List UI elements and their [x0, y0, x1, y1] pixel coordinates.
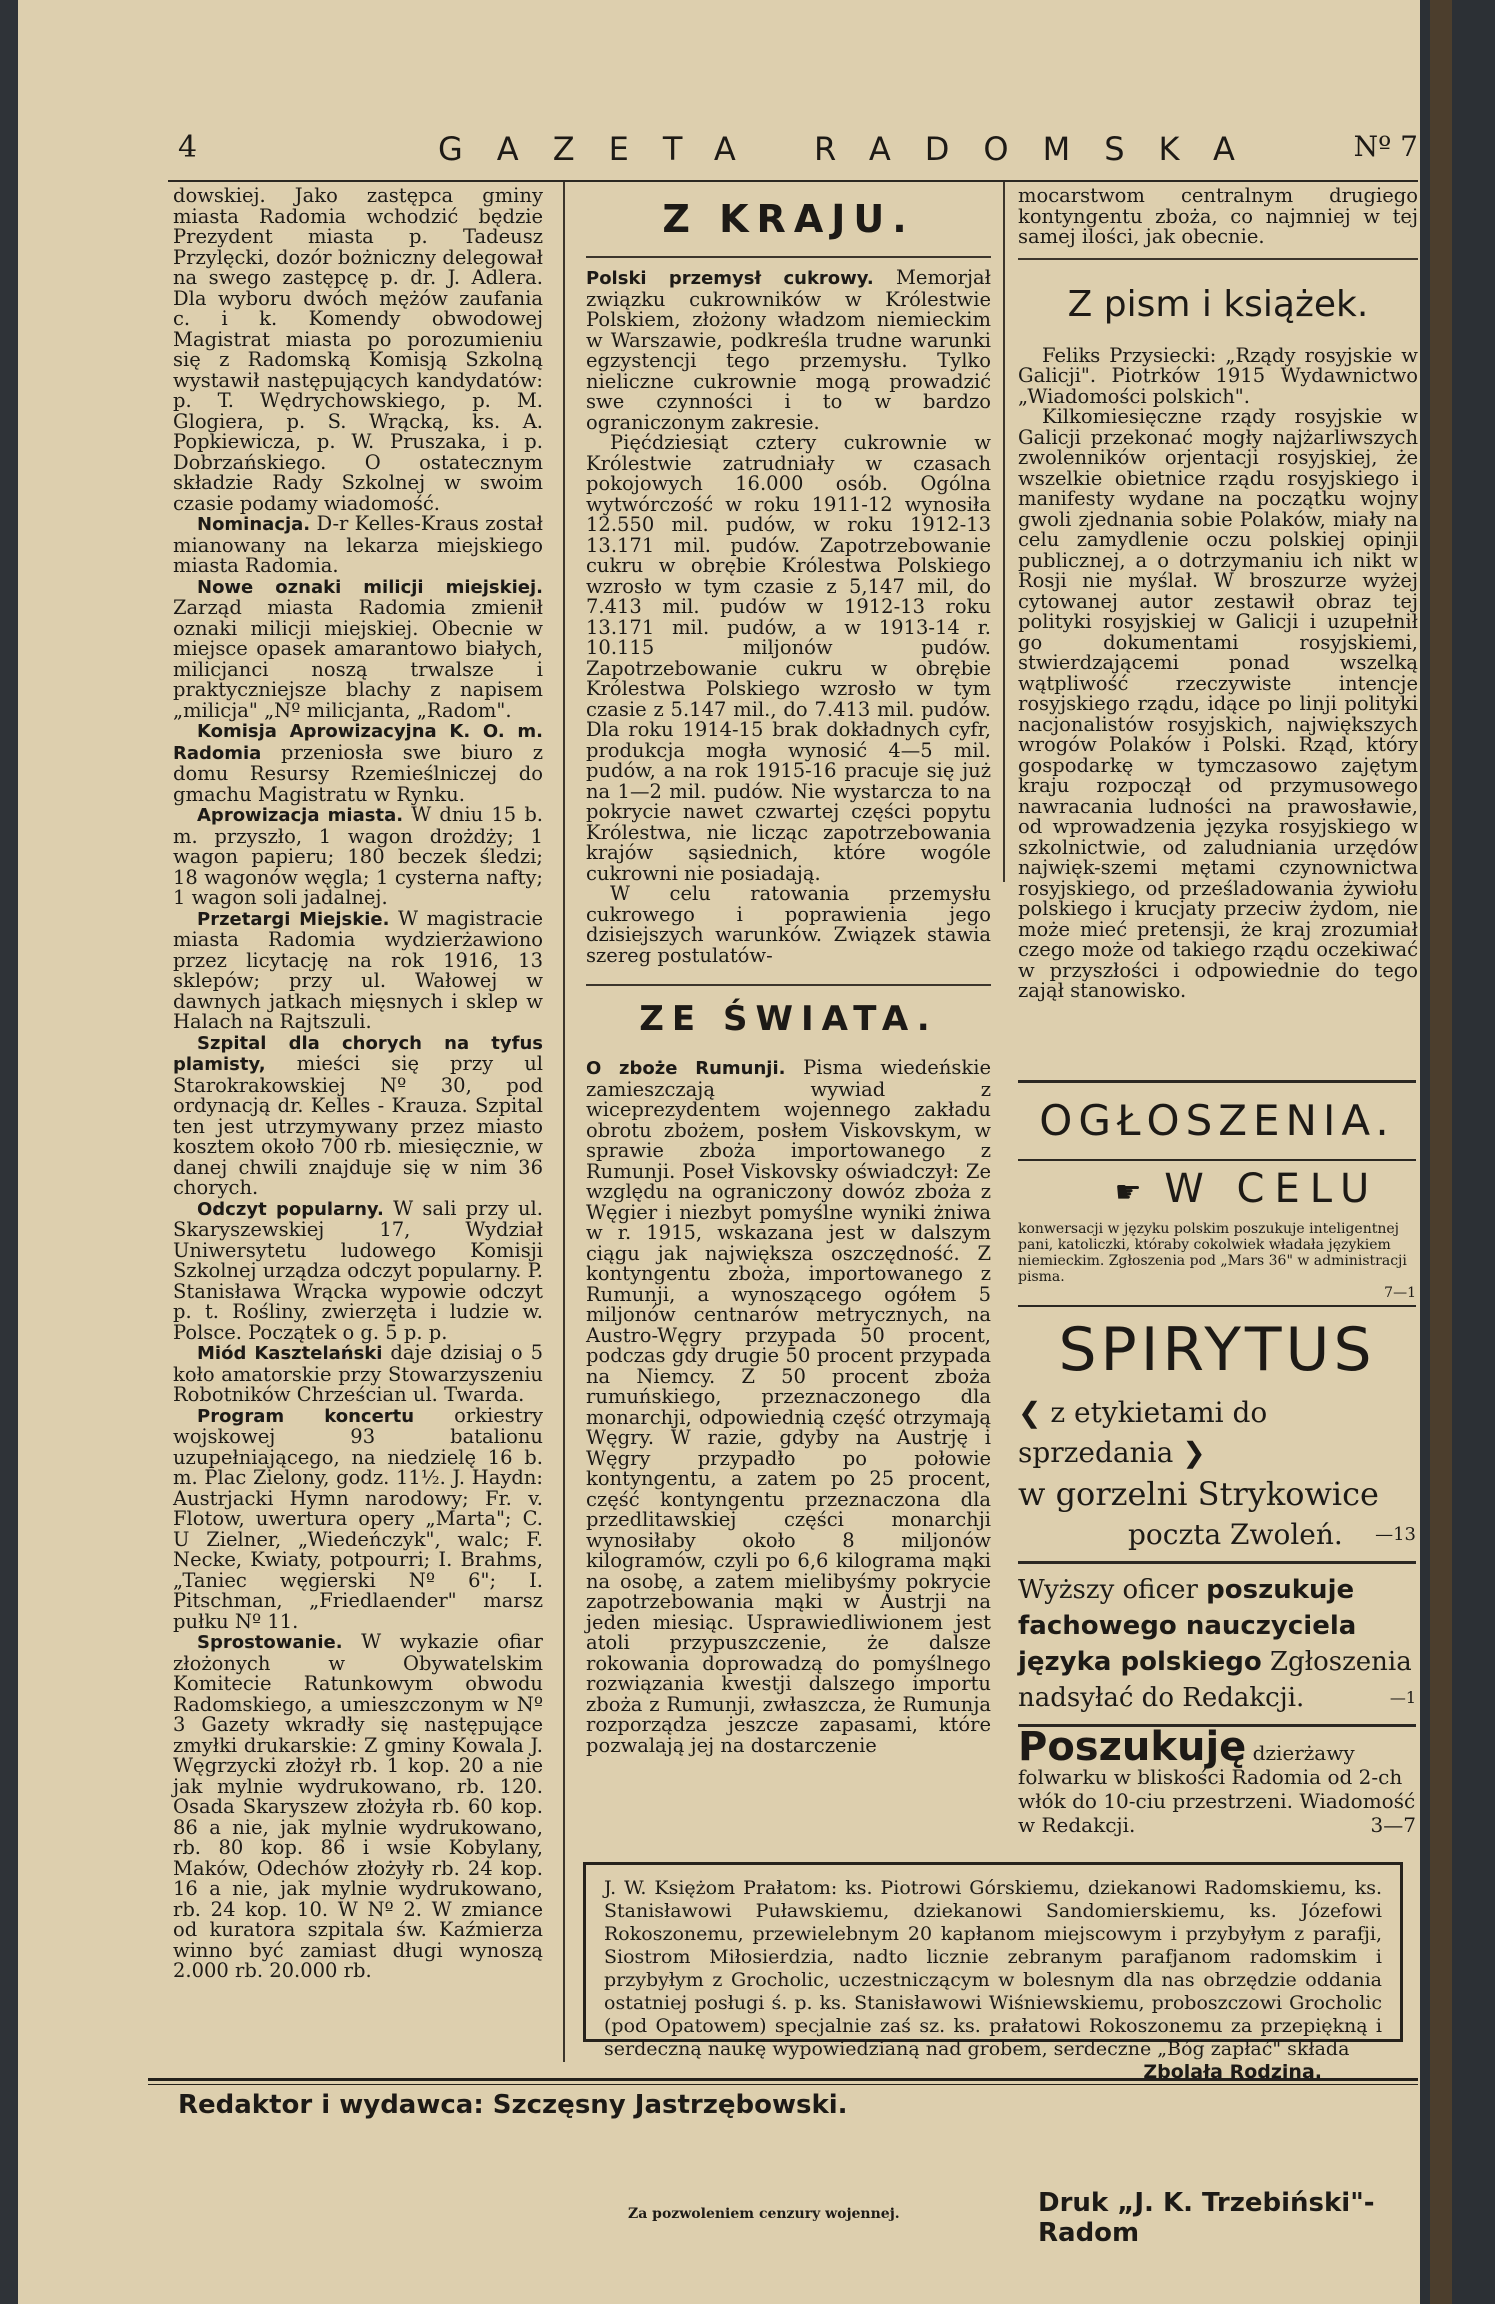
column-divider: [1003, 182, 1005, 882]
article-heading: Miód Kasztelański: [197, 1343, 383, 1364]
article-romanian-grain: [586, 1058, 991, 1756]
article-text: przeniosła swe biuro z domu Resursy Rzemieślniczej do gmachu Magistratu w Rynku.: [173, 740, 543, 806]
column-divider: [563, 182, 565, 2062]
binding-strip: [1430, 0, 1452, 2304]
section-rule: [586, 256, 991, 258]
article-item: [173, 906, 543, 1033]
article-heading: Sprostowanie.: [197, 1632, 343, 1653]
column-local-news: [173, 186, 543, 2086]
article-heading: Odczyt popularny.: [197, 1198, 384, 1220]
ad-celu-text: konwersacji w języku polskim poszukuje inteligentnej pani, katoliczki, któraby cokolwiek władała językiem niemieckim. Zgłoszenia pod „Mars 36" w administracji pisma.: [1018, 1221, 1407, 1285]
column-books: [1018, 186, 1418, 1002]
ads-title: OGŁOSZENIA.: [1039, 1096, 1395, 1145]
article-item: [173, 1632, 543, 1982]
article-text: orkiestry wojskowej 93 batalionu uzupełniającego, na niedzielę 16 b. m. Plac Zielony, godz. 11½. J. Haydn: Austrjacki Hymn narodowy; Fr. v. Flotow, uwertura opery „Marta"; C. U Zielner, „Wiedeńczyk", walc; F. Necke, Kwiaty, potpourri; I. Brahms, „Taniec węgierski Nº 6"; I. Pitschman, „Friedlaender" marsz pułku Nº 11.: [173, 1403, 543, 1633]
article-heading: Aprowizacja miasta.: [197, 805, 404, 826]
book-citation: Feliks Przysiecki: „Rządy rosyjskie w Galicji". Piotrków 1915 Wydawnictwo „Wiadomości polskich".: [1018, 343, 1418, 408]
article-text: W magistracie miasta Radomia wydzierżawiono przez licytację na rok 1916, 13 sklepów; przy ul. Wałowej w dawnych jatkach mięsnych i sklep w Halach na Rajtszuli.: [173, 906, 543, 1033]
ad-oficer: Wyższy oficer poszukuje fachowego nauczyciela języka polskiego Zgłoszenia nadsyłać do Redakcji. —1: [1018, 1575, 1416, 1713]
header-rule: [168, 180, 1418, 182]
article-item: [173, 577, 543, 722]
article-paragraph: Pięćdziesiąt cztery cukrownie w Królestwie zatrudniały w czasach pokojowych 16.000 osób. Ogólna wytwórczość w roku 1911-12 wynosiła 12.550 mil. pudów, w roku 1912-13 13.171 mil. pudów. Zapotrzebowanie cukru w obrębie Królestwa Polskiego wzrosło w tym czasie z 5,147 mil, do 7.413 mil. pudów w 1912-13 roku 13.171 mil. pudów, a w 1913-14 r. 10.115 miljonów pudów. Zapotrzebowanie cukru w obrębie Królestwa Polskiego wzrosło w tym czasie z 5.147 mil., do 7.413 mil. pudów. Dla roku 1914-15 brak dokładnych cyfr, produkcja mogła wynosić 4—5 mil. pudów, a na rok 1915-16 pracuje się już na 1—2 mil. pudów. Nie wystarcza to na pokrycie nawet czwartej części popytu Królestwa, nie licząc zapotrzebowania krajów sąsiednich, które wogóle cukrowni nie posiadają.: [586, 431, 991, 885]
article-text: W dniu 15 b. m. przyszło, 1 wagon drożdży; 1 wagon papieru; 180 beczek śledzi; 18 wagonów węgla; 1 cysterna nafty; 1 wagon soli jadalnej.: [173, 803, 543, 909]
notice-signature: Zbolała Rodzina.: [1143, 2061, 1322, 2083]
article-paragraph: W celu ratowania przemysłu cukrowego i poprawienia jego dzisiejszych warunków. Związek stawia szereg postulatów-: [586, 882, 991, 967]
article-text: D-r Kelles-Kraus został mianowany na lekarza miejskiego miasta Radomia.: [173, 512, 544, 577]
article-text: W wykazie ofiar złożonych w Obywatelskim Komitecie Ratunkowym obwodu Radomskiego, a umieszczonym w Nº 3 Gazety wkradły się następujące zmyłki drukarskie: Z gminy Kowala J. Węgrzycki złożył rb. 1 kop. 20 a nie jak mylnie wydrukowano, rb. 120. Osada Skaryszew złożyła rb. 60 kop. 86 a nie, jak mylnie wydrukowano, rb. 80 kop. 86 i wsie Kobylany, Maków, Odechów złożyły rb. 24 kop. 16 a nie, jak mylnie wydrukowano, rb. 24 kop. 10. W Nº 2. W zmiance od kuratora szpitala św. Kaźmierza winno być zamiast długi wynoszą 2.000 rb. 20.000 rb.: [173, 1630, 543, 1982]
article-item: [173, 186, 543, 514]
section-title-z-kraju: Z KRAJU.: [662, 197, 915, 241]
article-item: [173, 805, 543, 909]
section-rule: [586, 984, 991, 986]
article-heading: Nominacja.: [197, 514, 311, 535]
ornament-icon: ❯: [1182, 1436, 1206, 1469]
article-item: [173, 721, 543, 805]
article-text: Zarząd miasta Radomia zmienił oznaki milicji miejskiej. Obecnie w miejsce opasek amarantowo białych, milicjanci noszą trwalsze i praktyczniejsze blachy z napisem „milicja" „Nº milicjanta, „Radom".: [173, 596, 543, 722]
issue-number: Nº 7: [1353, 130, 1418, 163]
article-item: [173, 1403, 543, 1633]
ad-spirytus-line: ❮ z etykietami do sprzedania ❯: [1018, 1396, 1268, 1469]
footer-printer: Druk „J. K. Trzebiński"-Radom: [1038, 2188, 1375, 2248]
footer-editor: Redaktor i wydawca: Szczęsny Jastrzębowski.: [178, 2090, 848, 2120]
article-item: [173, 514, 543, 577]
masthead-title: GAZETA RADOMSKA: [438, 130, 1269, 168]
section-title-ze-swiata: ZE ŚWIATA.: [639, 999, 938, 1039]
footer-rule: [148, 2084, 1418, 2085]
article-heading: Przetargi Miejskie.: [197, 908, 390, 930]
ad-spirytus-title: SPIRYTUS: [1058, 1315, 1376, 1385]
article-item: [173, 1343, 543, 1406]
article-text: Pisma wiedeńskie zamieszczają wywiad z wiceprezydentem wojennego zakładu obrotu zbożem, posłem Viskovskym, w sprawie zboża importowanego z Rumunji. Poseł Viskovsky oświadczył: Ze względu na ograniczony dowóz zboża z Węgier i niezbyt pomyślne wyniki żniwa w r. 1915, wskazana jest w dalszym ciągu jak największa oszczędność. Z kontyngentu zboża, importowanego z Rumunji, a wynoszącego ogółem 5 miljonów centnarów metrycznych, na Austro-Węgry przypada 50 procent, podczas gdy drugie 50 procent przypada na Niemcy. Z 50 procent zboża rumuńskiego, przeznaczonego dla monarchji, odpowiednią część otrzymają Węgry. W razie, gdyby na Austrję i Węgry przypadło po połowie kontyngentu, a zatem po 25 procent, część kontyngentu przeznaczona dla przedlitawskiej części monarchji wynosiłaby około 8 miljonów kilogramów, czyli po 6,6 kilograma mąki na osobę, a zatem mielibyśmy pokrycie zapotrzebowania mąki w Austrji na jeden miesiąc. Usprawiedliwionem jest atoli przypuszczenie, że dalsze rokowania doprowadzą do pomyślnego rozwiązania kwestji dalszego importu zboża z Rumunji, zwłaszcza, że Rumunja rozporządza jeszcze zapasami, które pozwalają jej na dostarczenie: [586, 1056, 991, 1757]
ad-celu-title: ☛ W CELU: [1114, 1166, 1380, 1212]
notice-text: J. W. Księżom Prałatom: ks. Piotrowi Górskiemu, dziekanowi Radomskiemu, ks. Stanisławowi Puławskiemu, dziekanowi Sandomierskiemu, ks. Józefowi Rokoszonemu, przewielebnym 20 kapłanom miejscowym i przybyłym z parafji, Siostrom Miłosierdzia, nadto licznie zebranym parafjanom radomskim i przybyłym z Grocholic, uczestniczącym w bolesnym dla nas obrzędzie oddania ostatniej posługi ś. p. ks. Stanisławowi Wiśniewskiemu, proboszczowi Grocholic (pod Opatowem) specjalnie zaś sz. ks. prałatowi Rokoszonemu za przepiękną i serdeczną naukę wypowiedzianą nad grobem, serdeczne „Bóg zapłać" składa: [604, 1877, 1382, 2060]
ad-spirytus-line: poczta Zwoleń. —13: [1128, 1518, 1416, 1551]
page-number: 4: [178, 130, 198, 165]
article-paragraph: mocarstwom centralnym drugiego kontyngentu zboża, co najmniej w tej samej ilości, jak obecnie.: [1018, 184, 1418, 248]
column-news: [586, 186, 991, 1846]
book-review: Kilkomiesięczne rządy rosyjskie w Galicji przekonać mogły najżarliwszych zwolenników orjentacji rosyjskiej, że wszelkie obietnice rządu rosyjskiego i manifesty wydane na początku wojny gwoli zjednania sobie Polaków, miały na celu zamydlenie oczu polskiej opinji publicznej, a o dotrzymaniu ich nikt w Rosji nie myślał. W broszurze wyżej cytowanej autor zestawił obraz tej polityki rosyjskiej w Galicji i uzupełnił go dokumentami rosyjskiemi, stwierdzającemi ponad wszelką wątpliwość rzeczywiste intencje rosyjskiego rządu, idące po linji polityki nacjonalistów rosyjskich, największych wrogów Polaków i Polski. Rząd, który gospodarkę w tymczasowo zajętym kraju rozpoczął od przymusowego nawracania ludności na prawosławie, od wprowadzenia języka rosyjskiego w szkolnictwie, od zaludniania urzędów najwięk-szemi mętami czynownictwa rosyjskiego, od prześladowania żywiołu polskiego i krucjaty przeciw żydom, nie może mieć pretensji, że kraj zrozumiał czego może od takiego rządu oczekiwać w przyszłości i odpowiednie do tego zajął stanowisko.: [1018, 405, 1418, 1002]
newspaper-page: [18, 0, 1420, 2304]
article-text: dowskiej. Jako zastępca gminy miasta Radomia wchodzić będzie Prezydent miasta p. Tadeusz Przylęcki, dozór bożniczny delegował na swego zastępcę p. dr. J. Adlera. Dla wyboru dwóch mężów zaufania c. i k. Komendy obwodowej Magistrat miasta po porozumieniu się z Radomską Komisją Szkolną wystawił następujących kandydatów: p. T. Wędrychowskiego, p. M. Glogiera, p. S. Wrącką, ks. A. Popkiewicza, p. W. Pruszaka, i p. Dobrzańskiego. O ostatecznym składzie Rady Szkolnej w swoim czasie podamy wiadomość.: [173, 184, 543, 515]
article-heading: Polski przemysł cukrowy.: [586, 268, 874, 289]
footer-censor: Za pozwoleniem cenzury wojennej.: [628, 2206, 900, 2222]
article-heading: Program koncertu: [197, 1405, 415, 1427]
footer-rule: [148, 2078, 1418, 2081]
ad-folwark: Poszukuję dzierżawy folwarku w bliskości Radomia od 2-ch włók do 10-ciu przestrzeni. Wiadomość w Redakcji. 3—7: [1018, 1724, 1416, 1837]
ad-ref: 7—1: [1384, 1285, 1416, 1301]
article-text: W sali przy ul. Skaryszewskiej 17, Wydział Uniwersytetu ludowego Komisji Szkolnej urządza odczyt popularny. P. Stanisława Wrącka wypowie odczyt p. t. Rośliny, zwierzęta i ludzie w. Polsce. Początek o g. 5 p. p.: [173, 1196, 543, 1344]
article-heading: O zboże Rumunji.: [586, 1058, 786, 1079]
ornament-icon: ❮: [1018, 1396, 1042, 1429]
section-title-books: Z pism i książek.: [1067, 283, 1369, 325]
hand-pointer-icon: ☛: [1114, 1175, 1142, 1210]
ad-spirytus-line: w gorzelni Strykowice: [1018, 1475, 1379, 1513]
article-heading: Nowe oznaki milicji miejskiej.: [197, 576, 543, 598]
page-header: [178, 130, 1418, 170]
article-item: [173, 1196, 543, 1344]
article-text: mieści się przy ul Starokrakowskiej Nº 30, pod ordynacją dr. Kelles - Krauza. Szpital ten jest utrzymywany przez miasto kosztem około 700 rb. miesięcznie, w danej chwili znajduje się w nim 36 chorych.: [173, 1052, 544, 1199]
article-text: daje dzisiaj o 5 koło amatorskie przy Stowarzyszeniu Robotników Chrześcian ul. Twarda.: [173, 1341, 543, 1406]
section-rule: [1018, 258, 1418, 260]
ads-section: [1018, 1080, 1416, 1845]
article-heading: Szpital dla chorych na tyfus plamisty,: [173, 1032, 543, 1075]
article-text: Memorjał związku cukrowników w Królestwie Polskiem, złożony władzom niemieckim w Warszawie, podkreśla trudne warunki egzystencji tego przemysłu. Tylko nieliczne cukrownie mogą prowadzić swe czynności i to w bardzo ograniczonym zakresie.: [586, 266, 991, 434]
mourning-notice: [583, 1862, 1403, 2083]
article-heading: Komisja Aprowizacyjna K. O. m. Radomia: [173, 721, 543, 764]
article-item: [173, 1033, 543, 1199]
article-sugar-industry: [586, 268, 991, 433]
